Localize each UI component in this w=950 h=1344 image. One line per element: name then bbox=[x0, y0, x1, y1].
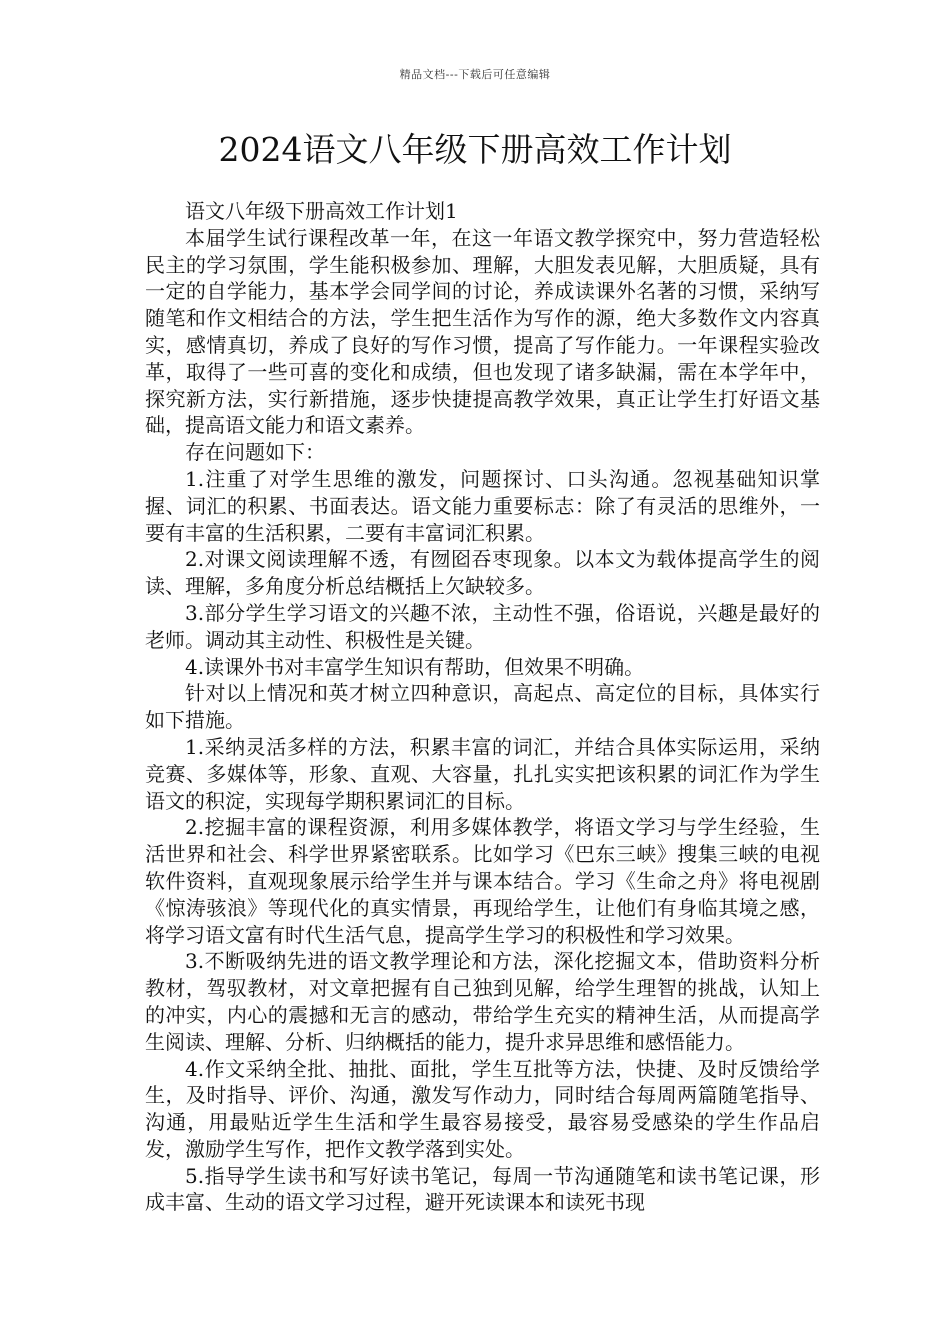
paragraph-problems-heading: 存在问题如下： bbox=[185, 440, 325, 465]
paragraph-problem-3: 3.部分学生学习语文的兴趣不浓，主动性不强，俗语说，兴趣是最好的老师。调动其主动性、积极性是关键。 bbox=[145, 600, 820, 652]
section-heading: 语文八年级下册高效工作计划1 bbox=[185, 199, 458, 223]
paragraph-problem-2: 2.对课文阅读理解不透，有囫囵吞枣现象。以本文为载体提高学生的阅读、理解，多角度分析总结概括上欠缺较多。 bbox=[145, 547, 820, 599]
paragraph-measure-1: 1.采纳灵活多样的方法，积累丰富的词汇，并结合具体实际运用，采纳竞赛、多媒体等，形象、直观、大容量，扎扎实实把该积累的词汇作为学生语文的积淀，实现每学期积累词汇的目标。 bbox=[145, 734, 820, 813]
document-body bbox=[145, 198, 820, 1216]
paragraph-problem-1: 1.注重了对学生思维的激发，问题探讨、口头沟通。忽视基础知识掌握、词汇的积累、书面表达。语文能力重要标志：除了有灵活的思维外，一要有丰富的生活积累，二要有丰富词汇积累。 bbox=[145, 466, 820, 545]
paragraph-measure-5: 5.指导学生读书和写好读书笔记，每周一节沟通随笔和读书笔记课，形成丰富、生动的语文学习过程，避开死读课本和读死书现 bbox=[145, 1163, 820, 1215]
paragraph-measures-intro: 针对以上情况和英才树立四种意识，高起点、高定位的目标，具体实行如下措施。 bbox=[145, 681, 820, 733]
paragraph-intro: 本届学生试行课程改革一年，在这一年语文教学探究中，努力营造轻松民主的学习氛围，学生能积极参加、理解，大胆发表见解，大胆质疑，具有一定的自学能力，基本学会同学间的讨论，养成读课外名著的习惯，采纳写随笔和作文相结合的方法，学生把生活作为写作的源，绝大多数作文内容真实，感情真切，养成了良好的写作习惯，提高了写作能力。一年课程实验改革，取得了一些可喜的变化和成绩，但也发现了诸多缺漏，需在本学年中，探究新方法，实行新措施，逐步快捷提高教学效果，真正让学生打好语文基础，提高语文能力和语文素养。 bbox=[145, 225, 820, 438]
header-note: 精品文档---下载后可任意编辑 bbox=[399, 68, 551, 81]
paragraph-measure-4: 4.作文采纳全批、抽批、面批，学生互批等方法，快捷、及时反馈给学生，及时指导、评价、沟通，激发写作动力，同时结合每周两篇随笔指导、沟通，用最贴近学生生活和学生最容易接受，最容易受感染的学生作品启发，激励学生写作，把作文教学落到实处。 bbox=[145, 1056, 820, 1161]
paragraph-measure-2: 2.挖掘丰富的课程资源，利用多媒体教学，将语文学习与学生经验，生活世界和社会、科学世界紧密联系。比如学习《巴东三峡》搜集三峡的电视软件资料，直观现象展示给学生并与课本结合。学习《生命之舟》将电视剧《惊涛骇浪》等现代化的真实情景，再现给学生，让他们有身临其境之感，将学习语文富有时代生活气息，提高学生学习的积极性和学习效果。 bbox=[145, 815, 820, 947]
paragraph-measure-3: 3.不断吸纳先进的语文教学理论和方法，深化挖掘文本，借助资料分析教材，驾驭教材，对文章把握有自己独到见解，给学生理智的挑战，认知上的冲实，内心的震撼和无言的感动，带给学生充实的精神生活，从而提高学生阅读、理解、分析、归纳概括的能力，提升求异思维和感悟能力。 bbox=[145, 949, 820, 1054]
document-title: 2024语文八年级下册高效工作计划 bbox=[218, 130, 732, 169]
paragraph-problem-4: 4.读课外书对丰富学生知识有帮助，但效果不明确。 bbox=[185, 654, 645, 679]
